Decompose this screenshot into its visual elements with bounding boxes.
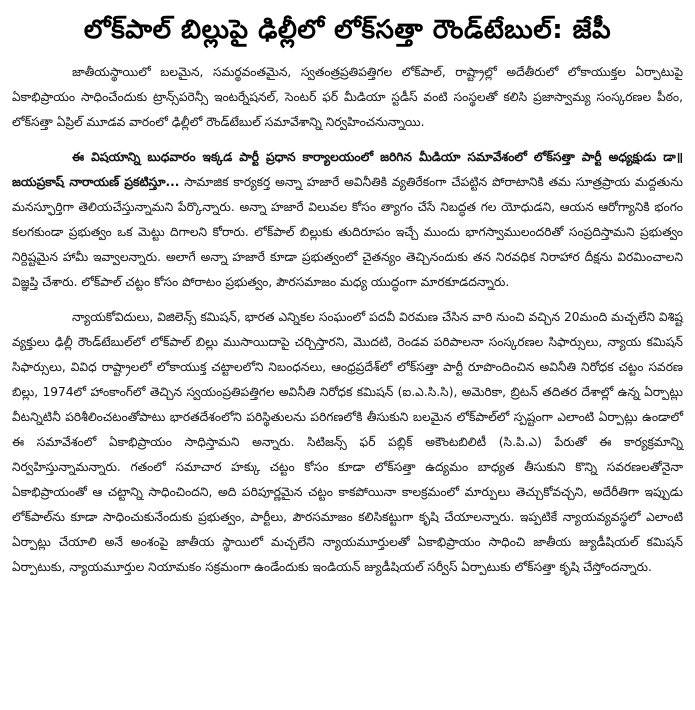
- paragraph-announcement: [12, 145, 683, 295]
- paragraph-announcement-lead: ఈ విషయాన్ని బుధవారం ఇక్కడ పార్టీ ప్రధాన కార్యాలయంలో జరిగిన మీడియా సమావేశంలో లోక్‌సత్తా పార్టీ అధ్యక్షుడు డా॥ జయప్రకాష్ నారాయణ్ ప్రకటిస్తూ...: [12, 150, 683, 189]
- paragraph-announcement-text: సామాజిక కార్యకర్త అన్నా హజారే అవినీతికి వ్యతిరేకంగా చేపట్టిన పోరాటానికి తమ సూత్రప్రాయ మద్దతును మనస్ఫూర్తిగా తెలియచేస్తున్నామని పేర్కొన్నారు. అన్నా హజారే విలువల కోసం త్యాగం చేసే నిబద్ధత గల యోధుడని, ఆయన ఆరోగ్యానికి భంగం కలగకుండా ప్రభుత్వం ఒక మెట్టు దిగాలని కోరారు. లోక్‌పాల్ బిల్లుకు తుదిరూపం ఇచ్చే ముందు భాగస్వాములందరితో సంప్రదిస్తామని ప్రభుత్వం నిర్దిష్టమైన హామీ ఇవ్వాలన్నారు. అలాగే అన్నా హజారే కూడా ప్రభుత్వంలో చైతన్యం తెచ్చినందుకు తన నిరవధిక నిరాహార దీక్షను విరమించాలని విజ్ఞప్తి చేశారు. లోక్‌పాల్ చట్టం కోసం పోరాటం ప్రభుత్వం, పౌరసమాజం మధ్య యుద్ధంగా మారకూడదన్నారు.: [12, 175, 683, 289]
- paragraph-roundtable-text: న్యాయకోవిదులు, విజిలెన్స్ కమిషన్, భారత ఎన్నికల సంఘంలో పదవీ విరమణ చేసిన వారి నుంచి వచ్చిన 20మంది మచ్చలేని విశిష్ట వ్యక్తులు ఢిల్లీ రౌండ్‌టేబుల్‌లో లోక్‌పాల్ బిల్లు ముసాయిదాపై చర్చిస్తారని, మొదటి, రెండవ పరిపాలనా సంస్కరణల సిఫార్సులు, న్యాయ కమిషన్ సిఫార్సులు, వివిధ రాష్ట్రాలలో లోకాయుక్త చట్టాలలోని నిబంధనలు, ఆంధ్రప్రదేశ్‌లో లోక్‌సత్తా పార్టీ రూపొందించిన అవినీతి నిరోధక చట్టం సవరణ బిల్లు, 1974లో హాంకాంగ్‌లో తెచ్చిన స్వయంప్రతిపత్తిగల అవినీతి నిరోధక కమిషన్ (ఐ.ఎ.సి.సి), అమెరికా, బ్రిటన్ తదితర దేశాల్లో ఉన్న ఏర్పాట్లు వీటన్నిటినీ పరిశీలించటంతోపాటు భారతదేశంలోని పరిస్థితులను పరిగణలోకి తీసుకుని బలమైన లోక్‌పాల్‌లో స్పష్టంగా ఎలాంటి ఏర్పాట్లు ఉండాలో ఈ సమావేశంలో ఏకాభిప్రాయం సాధిస్తామని అన్నారు. సిటిజన్స్ ఫర్ పబ్లిక్ అకౌంటబిలిటీ (సి.పి.ఎ) పేరుతో ఈ కార్యక్రమాన్ని నిర్వహిస్తున్నామన్నారు. గతంలో సమాచార హక్కు చట్టం కోసం కూడా లోక్‌సత్తా ఉద్యమం బాధ్యత తీసుకుని కొన్ని సవరణలతోనైనా ఏకాభిప్రాయంతో ఆ చట్టాన్ని సాధించిందని, అది పరిపూర్ణమైన చట్టం కాకపోయినా కాలక్రమంలో మార్పులు తెచ్చుకోవచ్చని, అదేరీతిగా ఇప్పుడు లోక్‌పాల్‌ను కూడా సాధించుకునేందుకు ప్రభుత్వం, పార్టీలు, పౌరసమాజం కలిసికట్టుగా కృషి చేయాలన్నారు. ఇప్పటికే న్యాయవ్యవస్థలో ఎలాంటి ఏర్పాట్లు చేయాలి అనే అంశంపై జాతీయ స్థాయిలో మచ్చలేని న్యాయమూర్తులతో ఏకాభిప్రాయం సాధించి జాతీయ జ్యుడీషియల్ కమిషన్ ఏర్పాటుకు, న్యాయమూర్తుల నియామకం సక్రమంగా ఉండేందుకు ఇండియన్ జ్యుడీషియల్ సర్వీస్ ఏర్పాటుకు లోక్‌సత్తా కృషి చేస్తోందన్నారు.: [12, 310, 683, 574]
- headline: లోక్‌పాల్ బిల్లుపై ఢిల్లీలో లోక్‌సత్తా రౌండ్‌టేబుల్: జేపీ: [83, 15, 612, 45]
- paragraph-intro-text: జాతీయస్థాయిలో బలమైన, సమర్థవంతమైన, స్వతంత్రప్రతిపత్తిగల లోక్‌పాల్, రాష్ట్రాల్లో అదేతీరులో లోకాయుక్తల ఏర్పాటుపై ఏకాభిప్రాయం సాధించేందుకు ట్రాన్స్‌పరెన్సీ ఇంటర్నేషనల్, సెంటర్ ఫర్ మీడియా స్టడీస్ వంటి సంస్థలతో కలిసి ప్రజాస్వామ్య సంస్కరణల పీఠం, లోక్‌సత్తా ఏప్రిల్ మూడవ వారంలో ఢిల్లీలో రౌండ్‌టేబుల్ సమావేశాన్ని నిర్వహించనున్నాయి.: [12, 65, 683, 129]
- paragraph-roundtable-details: [12, 305, 683, 580]
- paragraph-intro: [12, 60, 683, 135]
